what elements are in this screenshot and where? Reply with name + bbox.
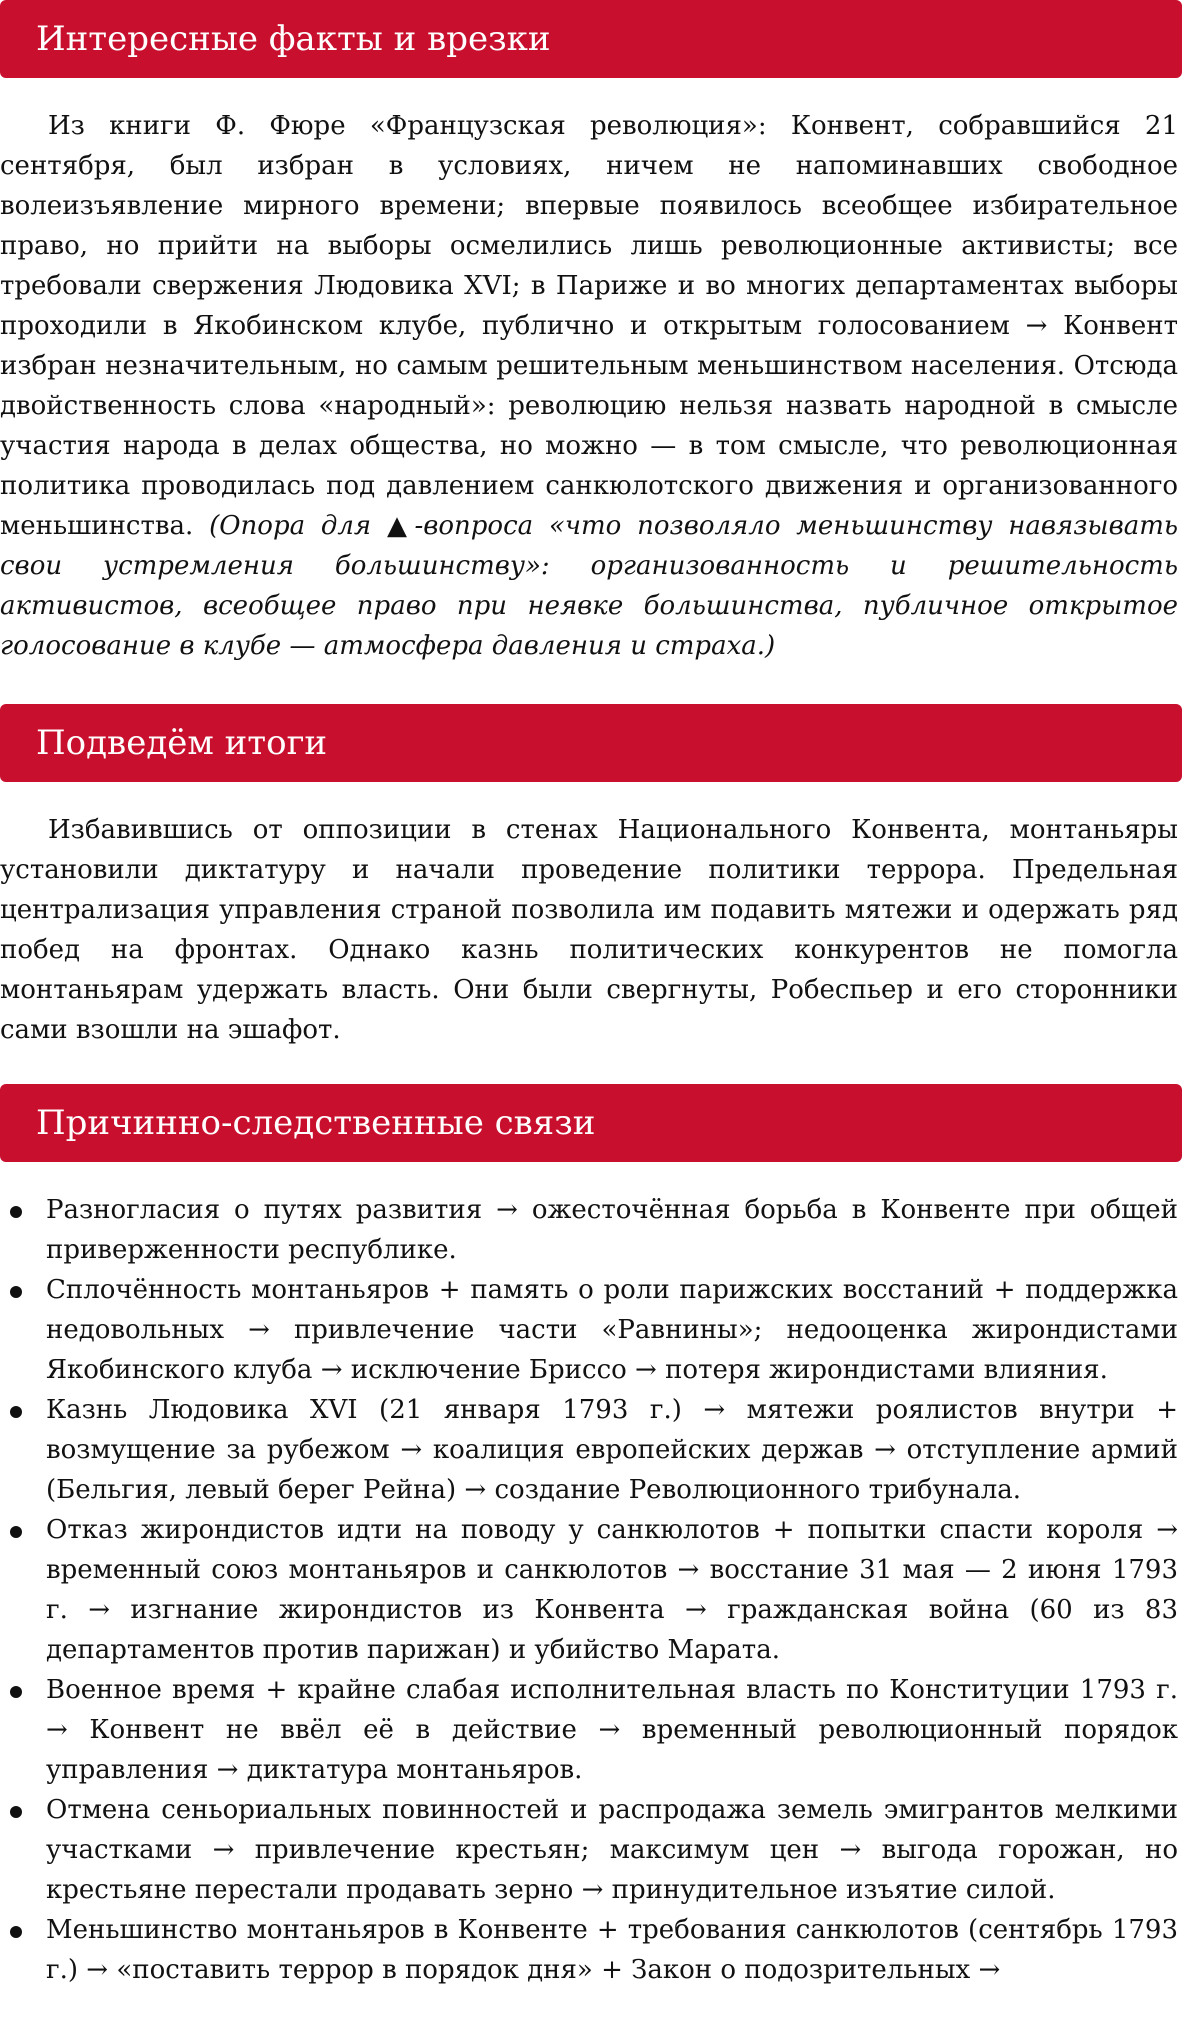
bullet-icon [10,1286,22,1298]
facts-paragraph [0,106,1182,666]
list-item [0,1190,1182,1270]
facts-header [0,0,1182,78]
list-item-text: Отказ жирондистов идти на поводу у санкюлотов + попытки спасти короля → временный союз монтаньяров и санкюлотов → восстание 31 мая — 2 июня 1793 г. → изгнание жирондистов из Конвента → гражданская война (60 из 83 департаментов против парижан) и убийство Марата. [46,1515,1178,1665]
list-item-text: Отмена сеньориальных повинностей и распродажа земель эмигрантов мелкими участками → привлечение крестьян; максимум цен → выгода горожан, но крестьяне перестали продавать зерно → принудительное изъятие силой. [46,1795,1178,1905]
list-item [0,1510,1182,1670]
list-item [0,1670,1182,1790]
facts-title: Интересные факты и врезки [36,19,551,59]
summary-header [0,704,1182,782]
list-item [0,1270,1182,1390]
bullet-icon [10,1686,22,1698]
list-item-text: Разногласия о путях развития → ожесточённая борьба в Конвенте при общей приверженности республике. [46,1195,1178,1265]
bullet-icon [10,1926,22,1938]
list-item-text: Сплочённость монтаньяров + память о роли парижских восстаний + поддержка недовольных → привлечение части «Равнины»; недооценка жирондистами Якобинского клуба → исключение Бриссо → потеря жирондистами влияния. [46,1275,1178,1385]
bullet-icon [10,1206,22,1218]
bullet-icon [10,1526,22,1538]
list-item-text: Военное время + крайне слабая исполнительная власть по Конституции 1793 г. → Конвент не ввёл её в действие → временный революционный порядок управления → диктатура монтаньяров. [46,1675,1178,1785]
list-item [0,1390,1182,1510]
causes-list [0,1190,1182,1990]
list-item-text: Меньшинство монтаньяров в Конвенте + требования санкюлотов (сентябрь 1793 г.) → «поставить террор в порядок дня» + Закон о подозрительных → [46,1915,1178,1985]
list-item [0,1910,1182,1990]
list-item [0,1790,1182,1910]
causes-header [0,1084,1182,1162]
summary-paragraph [0,810,1182,1050]
bullet-icon [10,1406,22,1418]
causes-title: Причинно-следственные связи [36,1103,596,1143]
summary-text: Избавившись от оппозиции в стенах Национального Конвента, монтаньяры установили диктатуру и начали проведение политики террора. Предельная централизация управления страной позволила им подавить мятежи и одержать ряд побед на фронтах. Однако казнь политических конкурентов не помогла монтаньярам удержать власть. Они были свергнуты, Робеспьер и его сторонники сами взошли на эшафот. [0,815,1178,1045]
facts-italic-note: (Опора для ▲-вопроса «что позволяло меньшинству навязывать свои устремления большинству»: организованность и решительность активистов, всеобщее право при неявке большинства, публичное открытое голосование в клубе — атмосфера давления и страха.) [0,511,1179,661]
bullet-icon [10,1806,22,1818]
facts-text: Из книги Ф. Фюре «Французская революция»: Конвент, собравшийся 21 сентября, был избран в условиях, ничем не напоминавших свободное волеизъявление мирного времени; впервые появилось всеобщее избирательное право, но прийти на выборы осмелились лишь революционные активисты; все требовали свержения Людовика XVI; в Париже и во многих департаментах выборы проходили в Якобинском клубе, публично и открытым голосованием → Конвент избран незначительным, но самым решительным меньшинством населения. Отсюда двойственность слова «народный»: революцию нельзя назвать народной в смысле участия народа в делах общества, но можно — в том смысле, что революционная политика проводилась под давлением санкюлотского движения и организованного меньшинства. [0,111,1178,541]
list-item-text: Казнь Людовика XVI (21 января 1793 г.) → мятежи роялистов внутри + возмущение за рубежом → коалиция европейских держав → отступление армий (Бельгия, левый берег Рейна) → создание Революционного трибунала. [46,1395,1178,1505]
summary-title: Подведём итоги [36,723,328,763]
